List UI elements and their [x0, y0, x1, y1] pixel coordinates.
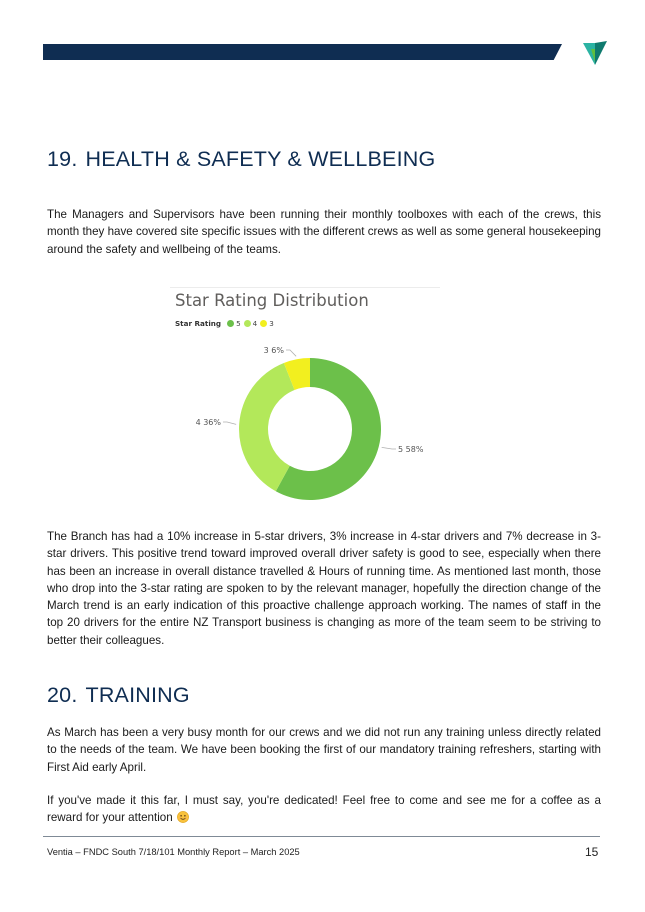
legend-label-4: 4 — [252, 319, 258, 328]
ventia-logo-icon — [582, 40, 608, 66]
section-19-title: HEALTH & SAFETY & WELLBEING — [85, 147, 436, 171]
data-label-3: 3 6% — [263, 346, 284, 355]
section-20-title: TRAINING — [85, 683, 190, 707]
footer-divider — [43, 836, 600, 837]
page-number: 15 — [585, 845, 599, 859]
star-rating-donut-chart — [170, 287, 442, 505]
data-label-5: 5 58% — [398, 445, 424, 454]
footer-text: Ventia – FNDC South 7/18/101 Monthly Report – March 2025 — [47, 847, 300, 857]
legend-label-3: 3 — [269, 319, 274, 328]
smiling-face-icon — [177, 811, 189, 823]
section-20-para-1: As March has been a very busy month for our crews and we did not run any training unless directly related to the needs of the team. We have been booking the first of our mandatory training refreshers, starting with First Aid early April. — [47, 726, 601, 774]
section-20-number: 20. — [47, 683, 78, 707]
section-20-para-2 — [47, 792, 601, 827]
legend-label-5: 5 — [236, 319, 241, 328]
leader-line-3 — [286, 350, 296, 356]
header-bar — [43, 44, 562, 60]
section-19-analysis: The Branch has had a 10% increase in 5-star drivers, 3% increase in 4-star drivers and 7% decrease in 3-star drivers. This positive trend toward improved overall driver safety is good to see, especially when there has been an increase in overall distance travelled & Hours of running time. As mentioned last month, those who drop into the 3-star rating are spoken to by the relevant manager, hopefully the direction change of the March trend is an early indication of this proactive challenge approach working. The names of staff in the top 20 drivers for the entire NZ Transport business is changing as more of the team seem to be striving to better their colleagues. — [47, 530, 601, 647]
section-19-intro: The Managers and Supervisors have been running their monthly toolboxes with each of the crews, this month they have covered site specific issues with the different crews as well as some general housekeeping around the safety and wellbeing of the teams. — [47, 208, 602, 256]
data-label-4: 4 36% — [195, 418, 221, 427]
legend-title: Star Rating — [175, 319, 222, 328]
section-19-number: 19. — [47, 147, 78, 171]
donut-slice-4[interactable] — [239, 363, 295, 491]
leader-line-4 — [223, 422, 236, 424]
section-20-heading — [47, 683, 190, 708]
leader-line-5 — [382, 447, 396, 449]
section-19-heading — [47, 147, 435, 172]
chart-title: Star Rating Distribution — [175, 291, 369, 310]
section-20-para-2-text: If you've made it this far, I must say, you're dedicated! Feel free to come and see me for a coffee as a reward for your attention — [47, 794, 601, 825]
